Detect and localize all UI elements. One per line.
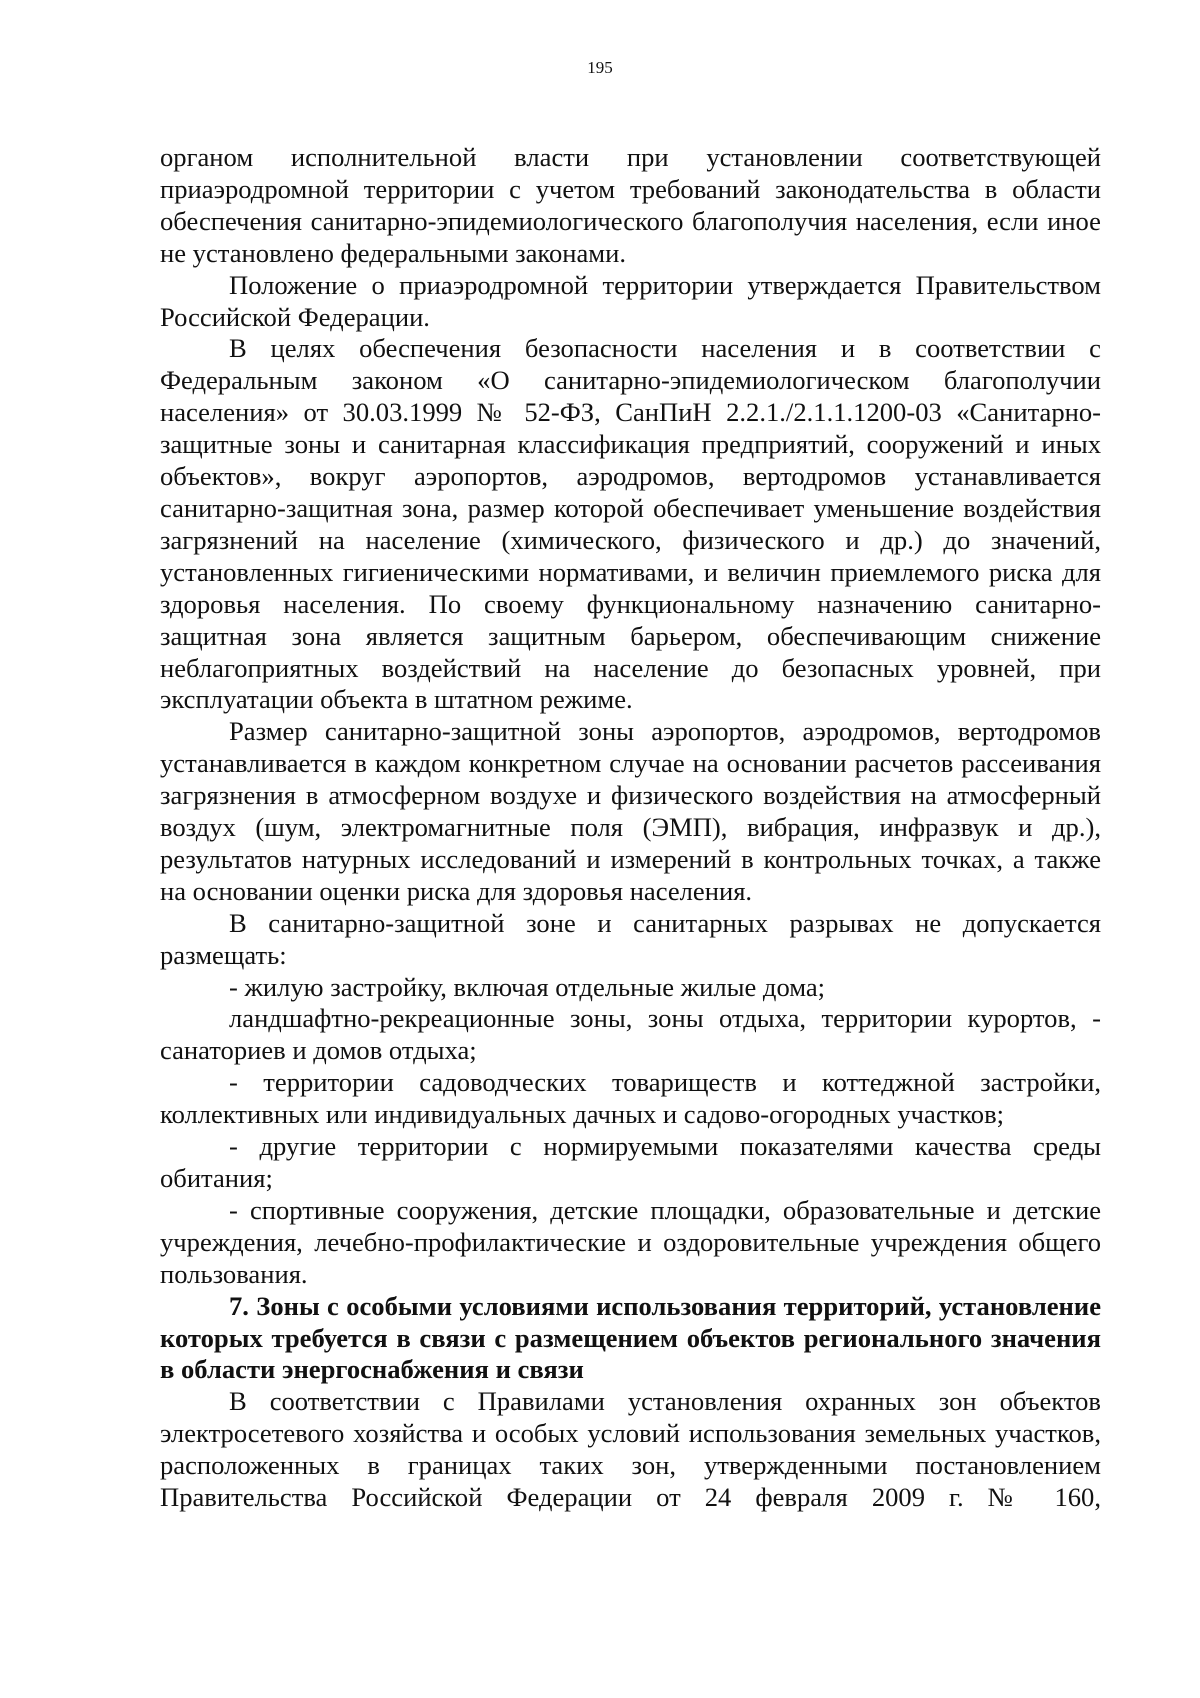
list-item-sports: - спортивные сооружения, детские площадки, образовательные и детские учреждения, лечебно-профилактические и оздоровительные учреждения общего пользования.: [160, 1194, 1101, 1289]
list-item-residential: - жилую застройку, включая отдельные жилые дома;: [229, 971, 826, 1002]
list-item-recreational: ландшафтно-рекреационные зоны, зоны отдыха, территории курортов, - санаториев и домов отдыха;: [160, 1003, 1101, 1066]
page-number: 195: [587, 58, 613, 77]
paragraph-regulation-approval: Положение о приаэродромной территории утверждается Правительством Российской Федерации.: [160, 269, 1101, 332]
list-item-other-territories: - другие территории с нормируемыми показателями качества среды обитания;: [160, 1131, 1101, 1193]
paragraph-continuation: органом исполнительной власти при установлении соответствующей приаэродромной территории с учетом требований законодательства в области обеспечения санитарно-эпидемиологического благополучия населения, если иное не установлено федеральными законами.: [160, 142, 1101, 268]
paragraph-sanitary-zone: В целях обеспечения безопасности населения и в соответствии с Федеральным законом «О санитарно-эпидемиологическом благополучии населения» от 30.03.1999 № 52-ФЗ, СанПиН 2.2.1./2.1.1.1200-03 «Санитарно-защитные зоны и санитарная классификация предприятий, сооружений и иных объектов», вокруг аэропортов, аэродромов, вертодромов устанавливается санитарно-защитная зона, размер которой обеспечивает уменьшение воздействия загрязнений на население (химического, физического и др.) до значений, установленных гигиеническими нормативами, и величин приемлемого риска для здоровья населения. По своему функциональному назначению санитарно-защитная зона является защитным барьером, обеспечивающим снижение неблагоприятных воздействий на население до безопасных уровней, при эксплуатации объекта в штатном режиме.: [160, 333, 1101, 715]
paragraph-prohibited-intro: В санитарно-защитной зоне и санитарных разрывах не допускается размещать:: [160, 907, 1101, 970]
paragraph-section-start: В соответствии с Правилами установления охранных зон объектов электросетевого хозяйства и особых условий использования земельных участков, расположенных в границах таких зон, утвержденными постановлением Правительства Российской Федерации от 24 февраля 2009 г. № 160,: [160, 1386, 1101, 1513]
paragraph-zone-size: Размер санитарно-защитной зоны аэропортов, аэродромов, вертодромов устанавливается в каждом конкретном случае на основании расчетов рассеивания загрязнения в атмосферном воздухе и физического воздействия на атмосферный воздух (шум, электромагнитные поля (ЭМП), вибрация, инфразвук и др.), результатов натурных исследований и измерений в контрольных точках, а также на основании оценки риска для здоровья населения.: [160, 716, 1101, 906]
list-item-garden: - территории садоводческих товариществ и коттеджной застройки, коллективных или индивидуальных дачных и садово-огородных участков;: [160, 1067, 1101, 1130]
document-body: [160, 142, 1101, 1514]
section-heading: 7. Зоны с особыми условиями использования территорий, установление которых требуется в связи с размещением объектов регионального значения в области энергоснабжения и связи: [160, 1290, 1101, 1385]
